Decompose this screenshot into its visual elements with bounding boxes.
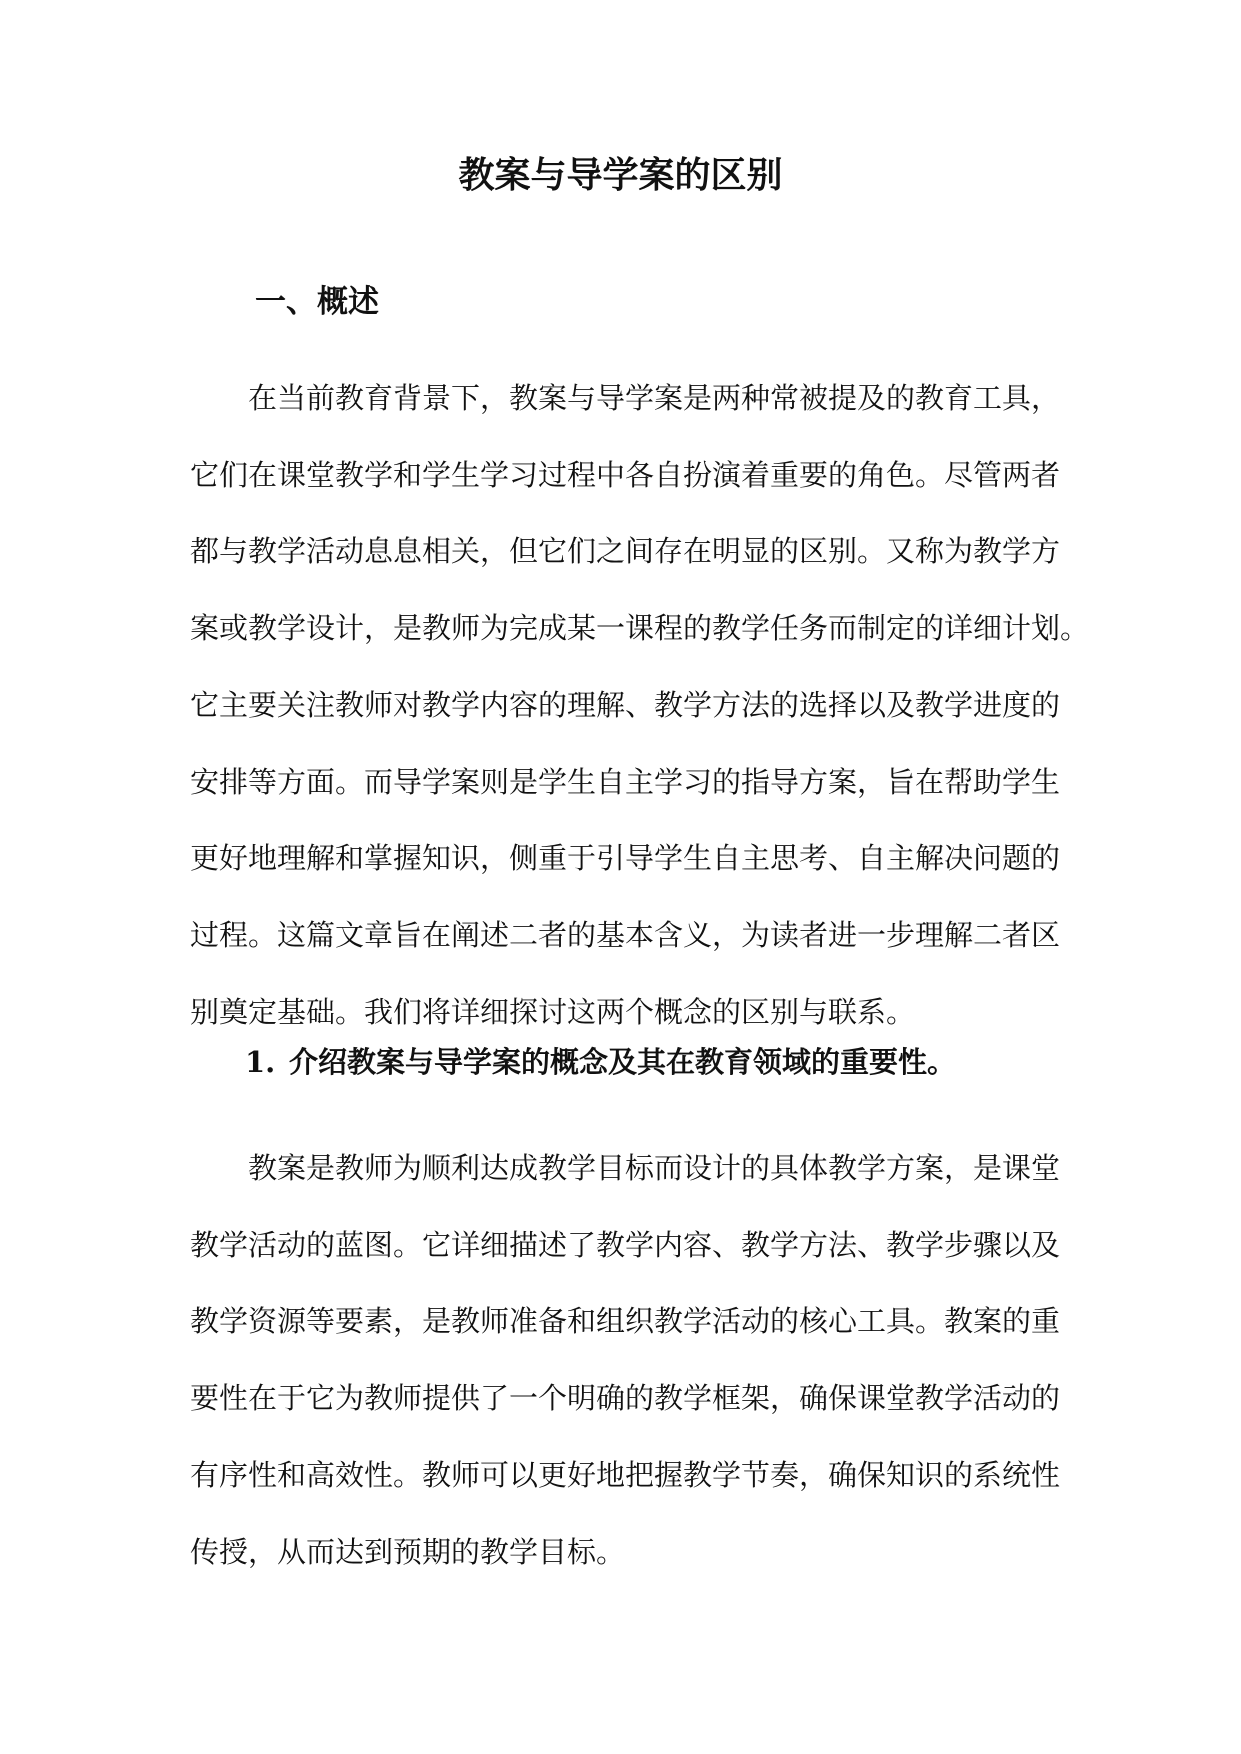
paragraph-line: 传授，从而达到预期的教学目标。 <box>190 1534 626 1569</box>
subsection-number: 1. <box>245 1045 276 1079</box>
paragraph-line: 教学资源等要素，是教师准备和组织教学活动的核心工具。教案的重 <box>190 1304 1061 1339</box>
paragraph-line: 教学活动的蓝图。它详细描述了教学内容、教学方法、教学步骤以及 <box>190 1227 1061 1262</box>
paragraph-line: 有序性和高效性。教师可以更好地把握教学节奏，确保知识的系统性 <box>190 1457 1061 1492</box>
paragraph-line: 都与教学活动息息相关，但它们之间存在明显的区别。又称为教学方 <box>190 534 1061 569</box>
paragraph-line: 安排等方面。而导学案则是学生自主学习的指导方案，旨在帮助学生 <box>190 764 1061 799</box>
paragraph-line: 在当前教育背景下，教案与导学案是两种常被提及的教育工具， <box>248 381 1061 415</box>
section-heading-overview: 一、概述 <box>255 284 379 320</box>
paragraph-line: 别奠定基础。我们将详细探讨这两个概念的区别与联系。 <box>190 994 916 1029</box>
concept-paragraph <box>190 1130 1061 1590</box>
paragraph-line: 它主要关注教师对教学内容的理解、教学方法的选择以及教学进度的 <box>190 687 1061 722</box>
subsection-heading-text: 介绍教案与导学案的概念及其在教育领域的重要性。 <box>289 1045 957 1079</box>
document-title: 教案与导学案的区别 <box>458 154 783 196</box>
overview-paragraph <box>190 360 1090 1050</box>
paragraph-line: 它们在课堂教学和学生学习过程中各自扮演着重要的角色。尽管两者 <box>190 457 1061 492</box>
paragraph-line: 教案是教师为顺利达成教学目标而设计的具体教学方案，是课堂 <box>248 1151 1061 1185</box>
subsection-heading <box>245 1040 956 1085</box>
paragraph-line: 过程。这篇文章旨在阐述二者的基本含义，为读者进一步理解二者区 <box>190 917 1061 952</box>
paragraph-line: 更好地理解和掌握知识，侧重于引导学生自主思考、自主解决问题的 <box>190 841 1061 876</box>
paragraph-line: 要性在于它为教师提供了一个明确的教学框架，确保课堂教学活动的 <box>190 1381 1061 1416</box>
paragraph-line: 案或教学设计，是教师为完成某一课程的教学任务而制定的详细计划。 <box>190 611 1090 646</box>
